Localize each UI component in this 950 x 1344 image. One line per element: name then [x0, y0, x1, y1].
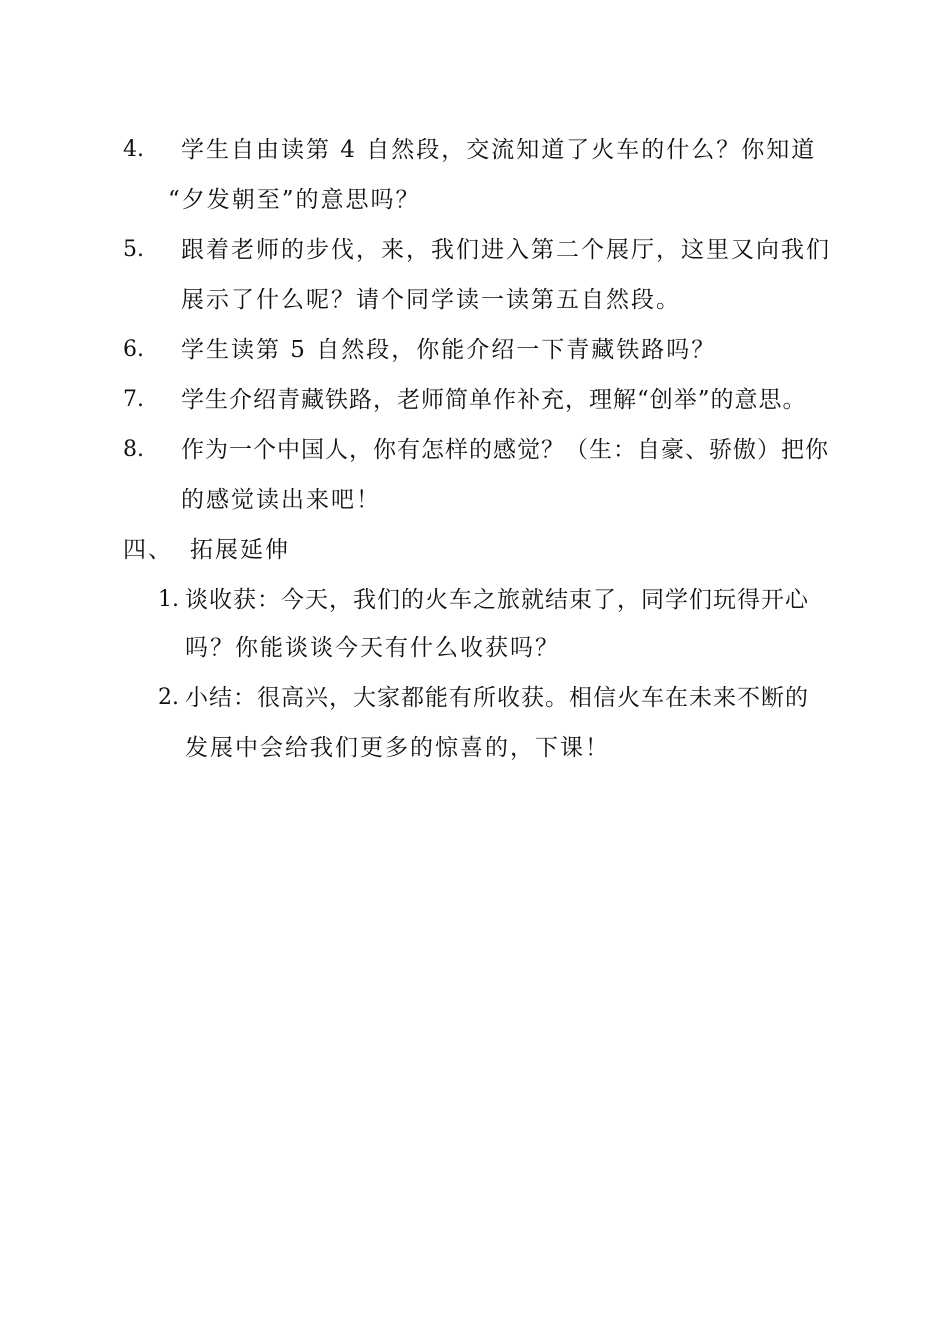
item-text-line: 学生介绍青藏铁路，老师简单作补充，理解“创举”的意思。 — [181, 387, 807, 413]
item-text-line: 作为一个中国人，你有怎样的感觉？（生：自豪、骄傲）把你 — [181, 437, 829, 463]
item-number: 7. — [123, 387, 144, 412]
item-number: 4. — [123, 137, 144, 162]
subitem-number: 1. — [158, 587, 179, 612]
item-text-line: “夕发朝至”的意思吗？ — [168, 187, 421, 213]
subitem-number: 2. — [158, 685, 179, 710]
item-text-line: 学生读第 5 自然段，你能介绍一下青藏铁路吗？ — [181, 337, 717, 363]
item-number: 6. — [123, 337, 144, 362]
subitem-text-line: 谈收获：今天，我们的火车之旅就结束了，同学们玩得开心 — [185, 587, 809, 613]
section-title: 拓展延伸 — [190, 537, 290, 563]
item-text-line: 学生自由读第 4 自然段，交流知道了火车的什么？你知道 — [181, 137, 817, 163]
item-number: 5. — [123, 237, 144, 262]
subitem-text-line: 发展中会给我们更多的惊喜的，下课！ — [185, 735, 610, 761]
section-number: 四、 — [123, 537, 173, 563]
subitem-text-line: 吗？你能谈谈今天有什么收获吗？ — [185, 635, 560, 661]
item-text-line: 展示了什么呢？请个同学读一读第五自然段。 — [181, 287, 681, 313]
item-text-line: 跟着老师的步伐，来，我们进入第二个展厅，这里又向我们 — [181, 237, 831, 263]
subitem-text-line: 小结：很高兴，大家都能有所收获。相信火车在未来不断的 — [185, 685, 809, 711]
item-text-line: 的感觉读出来吧！ — [181, 487, 381, 513]
item-number: 8. — [123, 437, 144, 462]
